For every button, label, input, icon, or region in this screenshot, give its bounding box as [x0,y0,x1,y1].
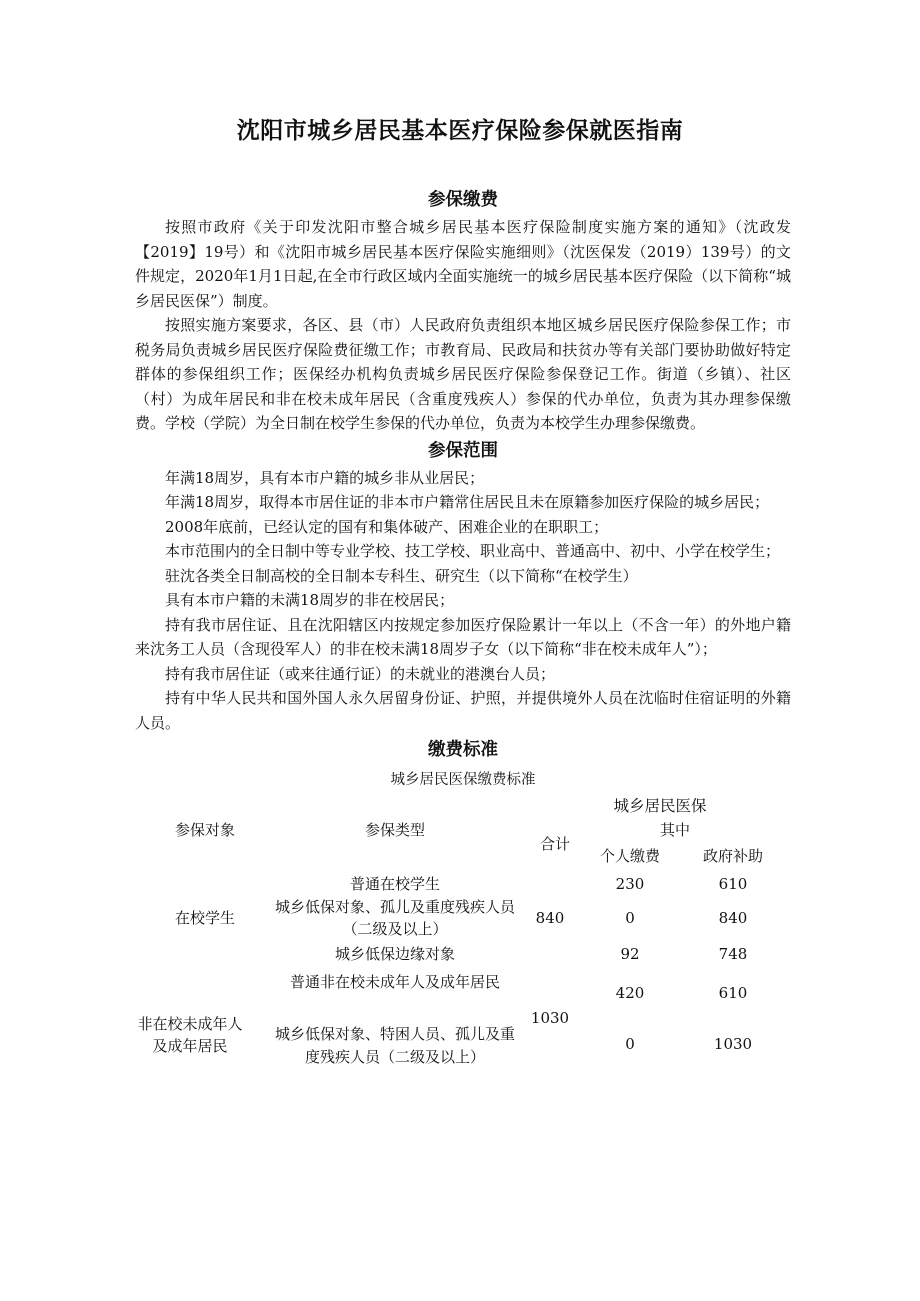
scope-item: 持有我市居住证、且在沈阳辖区内按规定参加医疗保险累计一年以上（不含一年）的外地户籍来沈务工人员（含现役军人）的非在校未满18周岁子女（以下简称“非在校未成年人”）； [135,615,791,658]
scope-item: 驻沈各类全日制高校的全日制本专科生、研究生（以下简称“在校学生） [165,566,638,585]
row-subsidy: 840 [718,909,748,927]
table-caption: 城乡居民医保缴费标准 [390,772,536,788]
heading-standard: 缴费标准 [428,740,498,760]
scope-item: 年满18周岁，取得本市居住证的非本市户籍常住居民且未在原籍参加医疗保险的城乡居民； [165,493,770,511]
header-among: 其中 [659,821,690,839]
paragraph: 按照市政府《关于印发沈阳市整合城乡居民基本医疗保险制度实施方案的通知》（沈政发【2019】19号）和《沈阳市城乡居民基本医疗保险实施细则》（沈医保发（2019）139号）的文件规定，2020年1月1日起,在全市行政区域内全面实施统一的城乡居民基本医疗保险（以下简称“城乡居民医保”）制度。 [135,218,791,310]
row-subsidy: 1030 [713,1035,753,1053]
row-total-others: 1030 [530,1009,570,1027]
header-group: 城乡居民医保 [613,797,707,815]
row-object-others: 非在校未成年人及成年居民 [137,1015,243,1055]
heading-scope: 参保范围 [428,440,498,461]
row-total-students: 840 [535,909,565,927]
row-object-students: 在校学生 [174,909,235,927]
row-personal: 420 [615,984,645,1002]
row-subsidy: 748 [718,945,748,963]
fee-table [135,793,791,1118]
row-subsidy: 610 [718,984,748,1002]
scope-item: 具有本市户籍的未满18周岁的非在校居民； [165,591,455,609]
row-personal: 0 [625,1035,635,1053]
row-type: 城乡低保对象、特困人员、孤儿及重度残疾人员（二级及以上） [274,1025,515,1066]
scope-item: 2008年底前，已经认定的国有和集体破产、困难企业的在职职工； [165,517,609,536]
page-title: 沈阳市城乡居民基本医疗保险参保就医指南 [236,118,684,144]
row-subsidy: 610 [718,875,748,893]
heading-payment: 参保缴费 [428,190,498,210]
header-object: 参保对象 [174,821,235,839]
header-personal: 个人缴费 [599,847,660,865]
header-total: 合计 [539,835,570,853]
header-subsidy: 政府补助 [702,847,763,865]
document-body [135,185,791,1118]
scope-item: 本市范围内的全日制中等专业学校、技工学校、职业高中、普通高中、初中、小学在校学生； [165,542,781,560]
paragraph: 按照实施方案要求，各区、县（市）人民政府负责组织本地区城乡居民医疗保险参保工作；市税务局负责城乡居民医疗保险费征缴工作；市教育局、民政局和扶贫办等有关部门要协助做好特定群体的参保组织工作；医保经办机构负责城乡居民医疗保险参保登记工作。街道（乡镇）、社区（村）为成年居民和非在校未成年居民（含重度残疾人）参保的代办单位，负责为其办理参保缴费。学校（学院）为全日制在校学生参保的代办单位，负责为本校学生办理参保缴费。 [135,316,791,432]
row-personal: 92 [620,945,640,963]
row-type: 普通非在校未成年人及成年居民 [289,973,500,991]
row-type: 城乡低保对象、孤儿及重度残疾人员（二级及以上） [274,898,515,938]
row-personal: 230 [615,875,645,893]
scope-item: 年满18周岁，具有本市户籍的城乡非从业居民； [165,468,485,487]
scope-item: 持有我市居住证（或来往通行证）的未就业的港澳台人员； [165,664,556,683]
row-type: 普通在校学生 [349,875,440,893]
header-type: 参保类型 [364,821,425,839]
row-personal: 0 [625,909,635,927]
scope-item: 持有中华人民共和国外国人永久居留身份证、护照，并提供境外人员在沈临时住宿证明的外籍人员。 [135,689,791,732]
row-type: 城乡低保边缘对象 [334,945,455,963]
